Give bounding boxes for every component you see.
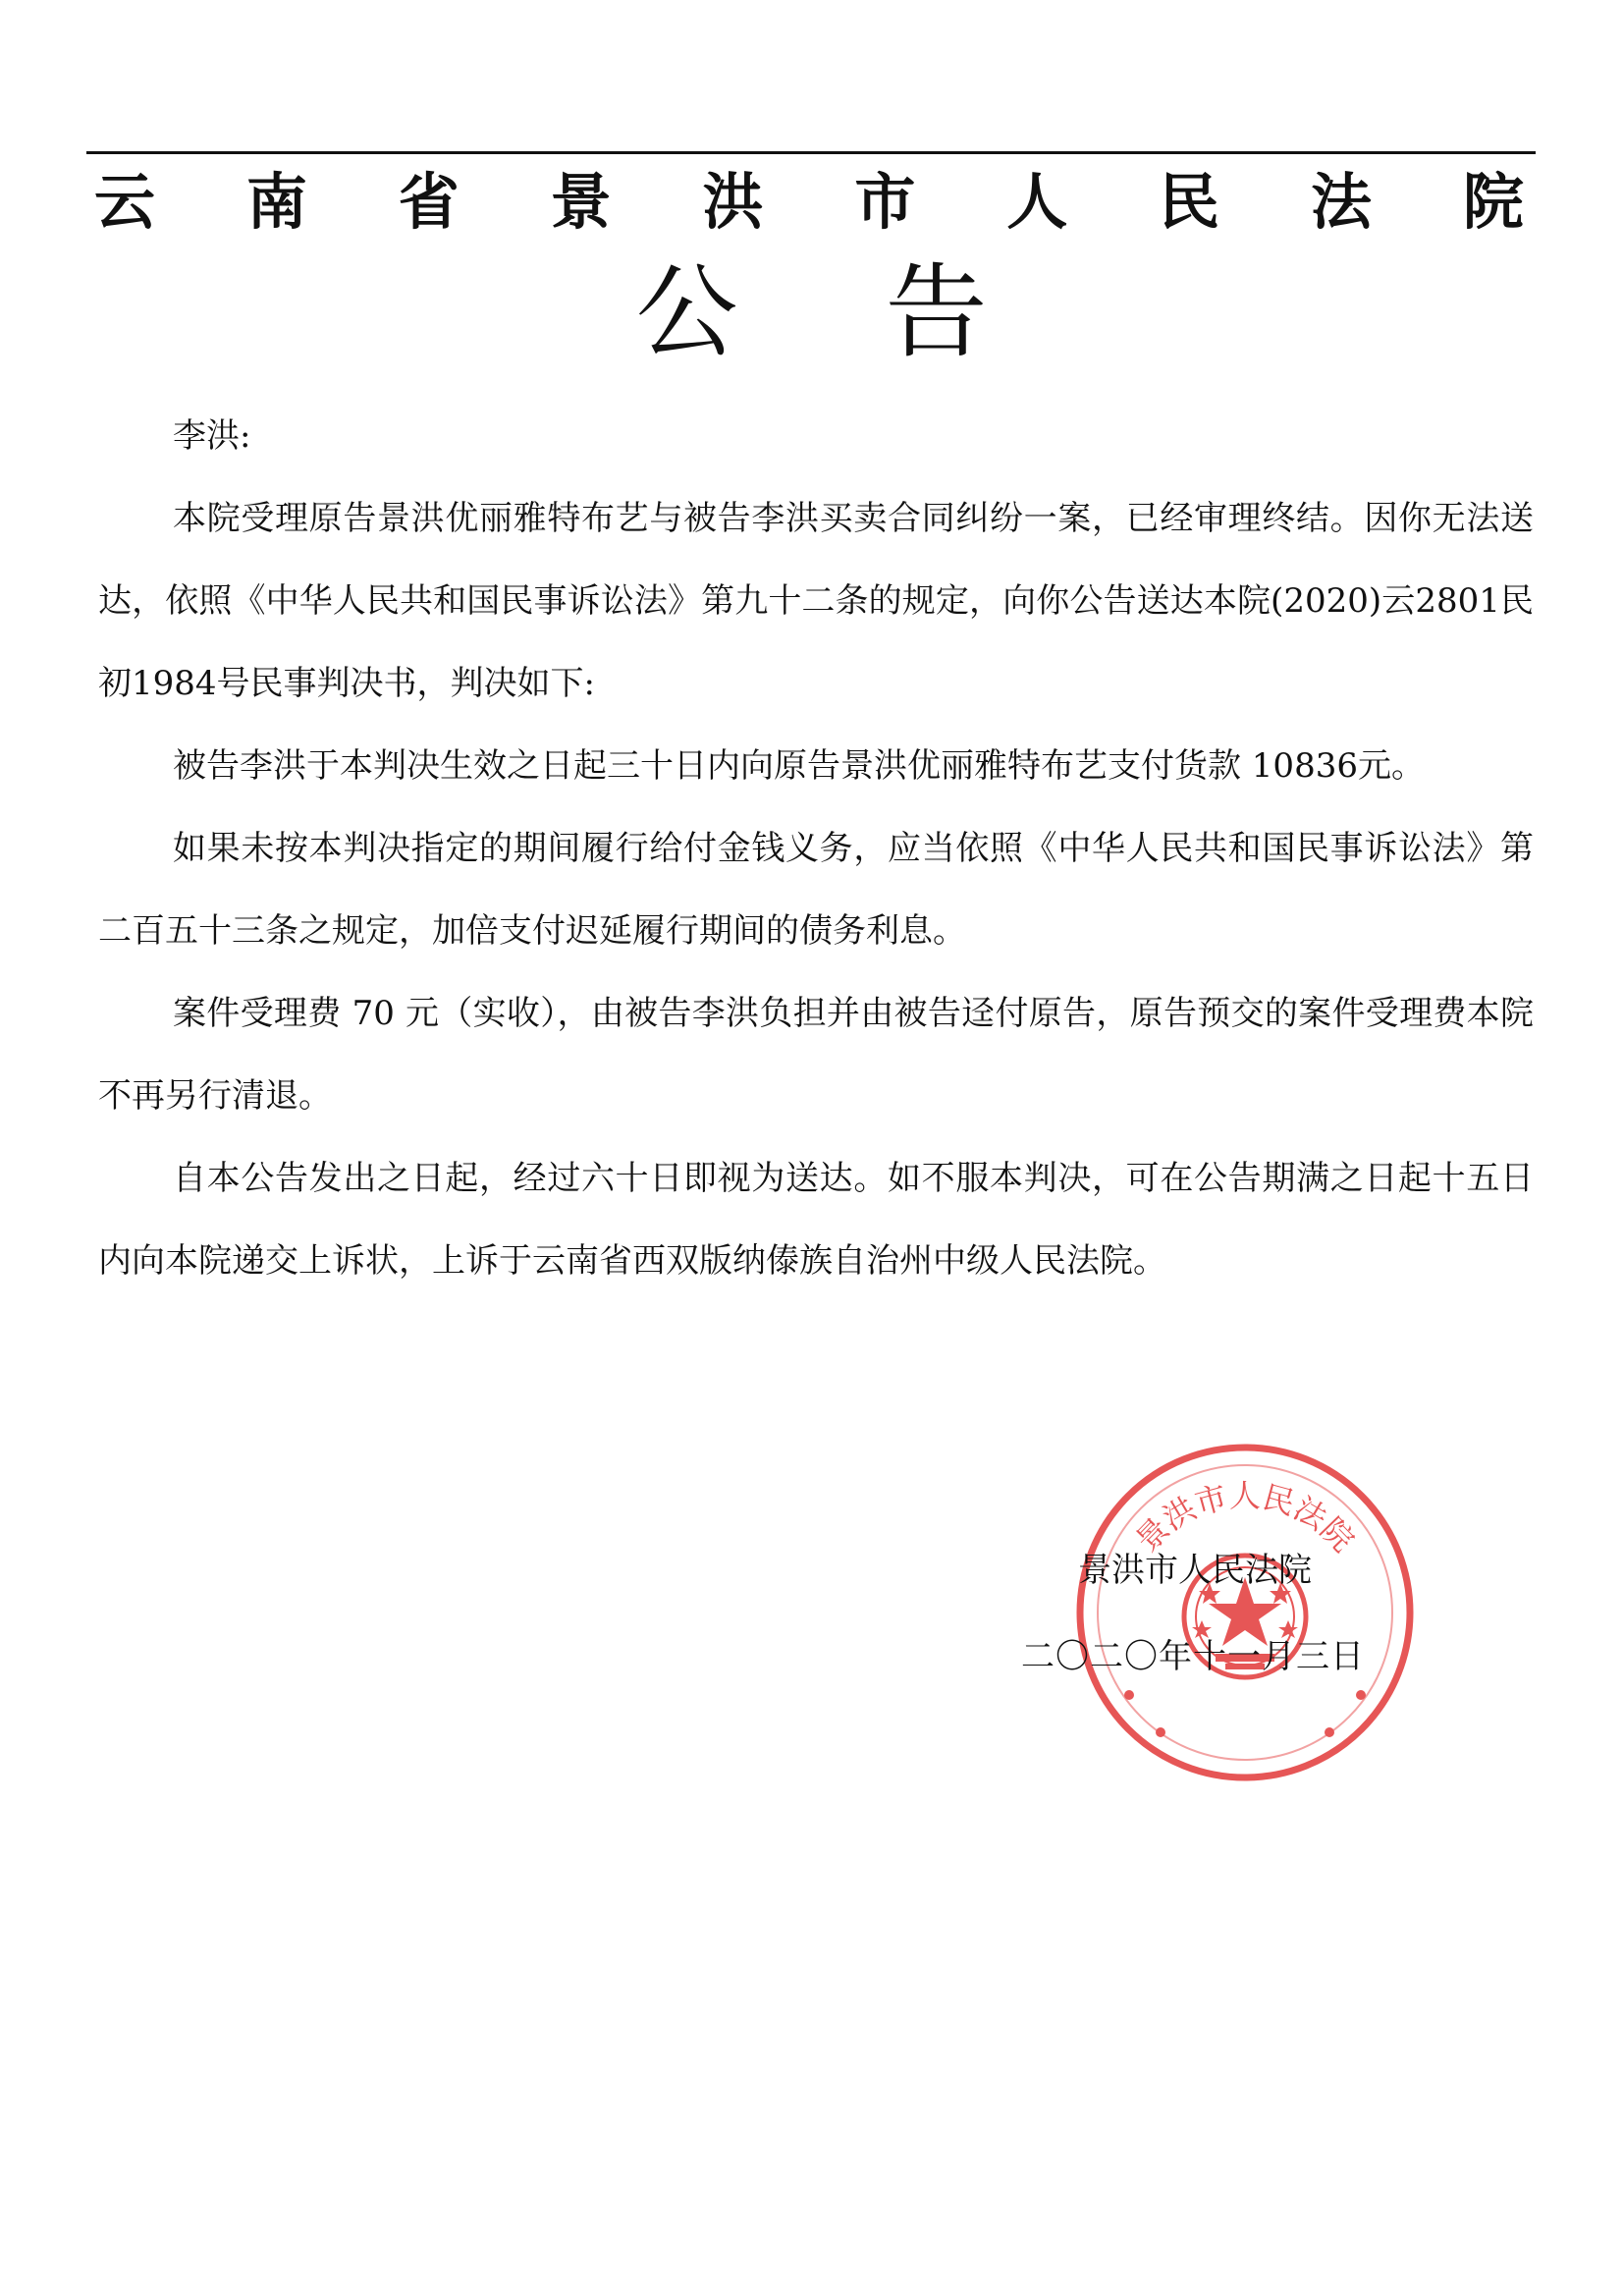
signature-date: 二〇二〇年十一月三日 — [1021, 1637, 1365, 1676]
body-paragraph: 被告李洪于本判决生效之日起三十日内向原告景洪优丽雅特布艺支付货款 10836元。 — [173, 746, 1425, 786]
court-header-char: 洪 — [702, 166, 764, 238]
body-paragraph: 如果未按本判决指定的期间履行给付金钱义务，应当依照《中华人民共和国民事诉讼法》第二百五十三条之规定，加倍支付迟延履行期间的债务利息。 — [98, 829, 1534, 951]
court-header-char: 民 — [1159, 166, 1220, 238]
court-header-char: 云 — [94, 166, 156, 238]
court-name-header — [94, 163, 1524, 242]
addressee: 李洪: — [173, 416, 251, 456]
body-paragraph: 本院受理原告景洪优丽雅特布艺与被告李洪买卖合同纠纷一案，已经审理终结。因你无法送达，依照《中华人民共和国民事诉讼法》第九十二条的规定，向你公告送达本院(2020)云2801民初1984号民事判决书，判决如下: — [98, 499, 1534, 703]
court-header-char: 市 — [854, 166, 916, 238]
court-header-char: 景 — [550, 166, 612, 238]
court-header-char: 人 — [1006, 166, 1068, 238]
notice-title-char: 公 — [635, 252, 738, 372]
seal-rim-ornament — [1124, 1690, 1366, 1737]
seal-lettering: 景洪市人民法院 — [1128, 1477, 1362, 1559]
notice-body — [98, 395, 1534, 1302]
court-header-char: 院 — [1462, 166, 1524, 238]
court-header-char: 法 — [1311, 166, 1373, 238]
body-paragraph: 自本公告发出之日起，经过六十日即视为送达。如不服本判决，可在公告期满之日起十五日内向本院递交上诉状，上诉于云南省西双版纳傣族自治州中级人民法院。 — [98, 1159, 1534, 1281]
court-header-char: 省 — [398, 166, 460, 238]
header-rule — [86, 151, 1536, 154]
notice-title — [0, 253, 1623, 371]
signature-court-name: 景洪市人民法院 — [1078, 1551, 1312, 1590]
body-paragraph: 案件受理费 70 元（实收），由被告李洪负担并由被告迳付原告，原告预交的案件受理费本院不再另行清退。 — [98, 994, 1534, 1116]
court-header-char: 南 — [245, 166, 307, 238]
notice-title-char: 告 — [885, 252, 988, 372]
signature-block — [1021, 1540, 1434, 1687]
